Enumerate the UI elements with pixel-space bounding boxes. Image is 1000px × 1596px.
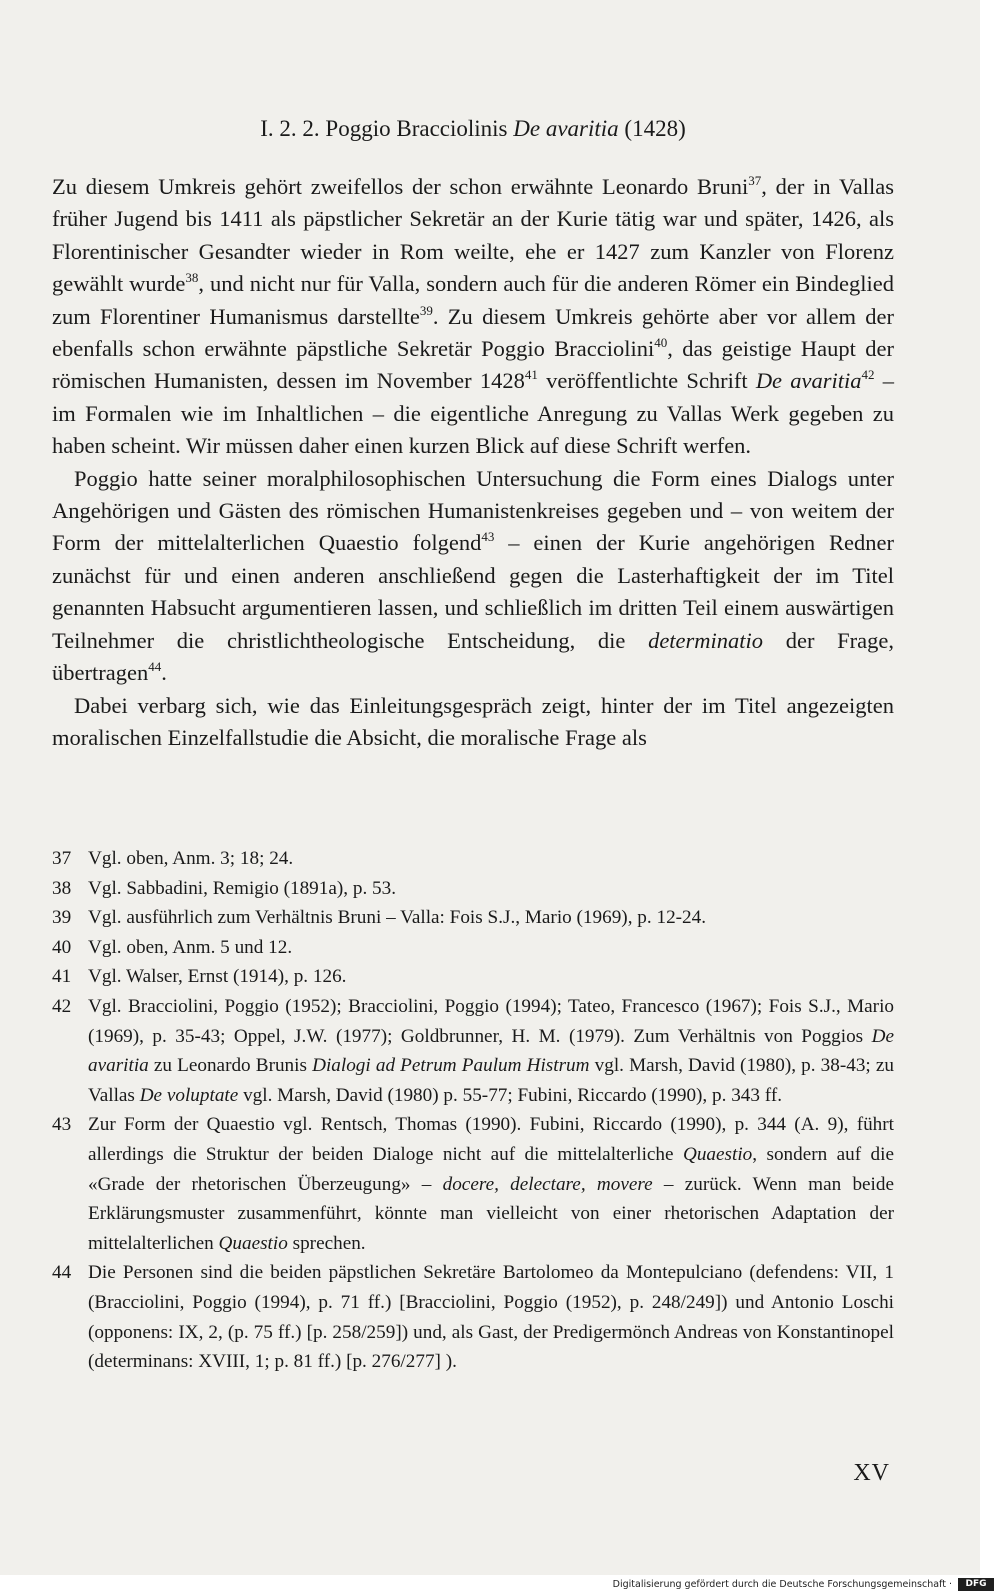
text-run: Poggio hatte seiner moralphilosophischen Untersuchung die Form eines Dialogs unter Angehörigen und Gästen des römischen Humanistenkreises gegeben und – von weitem der Form der mittelalterlichen Quaestio folgend [52,465,894,556]
footnote-ref-41: 41 [524,367,538,383]
footnote-number: 42 [52,995,72,1017]
footnote-text: Vgl. Sabbadini, Remigio (1891a), p. 53. [88,877,397,899]
footnote-text: Vgl. ausführlich zum Verhältnis Bruni – Valla: Fois S.J., Mario (1969), p. 12-24. [88,907,707,929]
footnote-number: 38 [52,877,72,899]
text-run: , der in Vallas früher Jugend bis 1411 als päpstlicher Sekretär an der Kurie tätig war und später, 1426, als Florentinischer Gesandter wieder in Rom weilte, ehe er 1427 zum Kanzler von Florenz gewählt wurde [52,174,895,297]
italic-title: De avaritia [755,368,862,394]
footnote-text: , sondern auf die «Grade der rhetorischen Überzeugung» – [88,1143,894,1195]
heading-prefix: I. 2. 2. Poggio Bracciolinis [260,116,514,141]
footnote-text: Zur Form der Quaestio vgl. Rentsch, Thomas (1990). Fubini, Riccardo (1990), p. 344 (A. 9), führt allerdings die Struktur der beiden Dialoge nicht auf die mittelalterliche [88,1114,894,1165]
footnote-37 [52,844,894,874]
text-run: . Zu diesem Umkreis gehörte aber vor allem der ebenfalls schon erwähnte päpstliche Sekretär Poggio Bracciolini [52,303,894,362]
heading-suffix: (1428) [618,116,686,141]
footnote-39 [52,903,894,933]
page-number: XV [853,1460,890,1486]
footnote-text: Vgl. Bracciolini, Poggio (1952); Bracciolini, Poggio (1994); Tateo, Francesco (1967); Fois S.J., Mario (1969), p. 35-43; Oppel, J.W. (1977); Goldbrunner, H. M. (1979). Zum Verhältnis von Poggios [88,995,894,1047]
italic-title: De avaritia [88,1025,894,1077]
section-heading [52,114,894,144]
text-run: Dabei verbarg sich, wie das Einleitungsgespräch zeigt, hinter der im Titel angezeigten moralischen Einzelfallstudie die Absicht, die moralische Frage als [52,692,894,750]
italic-term: docere, delectare, movere [442,1173,653,1195]
footnote-text: zu Leonardo Brunis [148,1055,313,1077]
footnote-ref-39: 39 [419,302,433,318]
footnote-text: vgl. Marsh, David (1980) p. 55-77; Fubini, Riccardo (1990), p. 343 ff. [238,1084,783,1106]
footnote-text: Vgl. oben, Anm. 3; 18; 24. [88,848,294,869]
footnote-number: 41 [52,966,72,988]
footnote-ref-40: 40 [654,335,668,351]
text-run: , das geistige Haupt der römischen Humanisten, dessen im November 1428 [52,336,894,394]
italic-term: Quaestio [682,1143,753,1165]
text-run: veröffentlichte Schrift [537,368,756,394]
funding-notice: Digitalisierung gefördert durch die Deutsche Forschungsgemeinschaft · [612,1579,952,1590]
footnote-number: 37 [52,848,72,869]
footnote-text: sprechen. [287,1232,366,1254]
footnote-43 [52,1110,894,1258]
text-run: – im Formalen wie im Inhaltlichen – die eigentliche Anregung zu Vallas Werk gegeben zu haben scheint. Wir müssen daher einen kurzen Blick auf diese Schrift werfen. [52,368,894,459]
footnote-ref-37: 37 [748,173,762,188]
footnote-ref-43: 43 [481,529,495,545]
italic-term: determinatio [648,627,764,653]
italic-title: Dialogi ad Petrum Paulum Histrum [312,1055,590,1077]
text-run: der Frage, übertragen [52,627,894,686]
paragraph-3 [52,690,894,755]
footnote-number: 39 [52,907,72,929]
footnote-number: 43 [52,1114,72,1136]
footnotes [52,844,894,1377]
italic-term: Quaestio [218,1232,288,1254]
footnote-44 [52,1258,894,1376]
italic-title: De voluptate [139,1084,239,1106]
footnote-ref-44: 44 [148,659,162,675]
text-run: , und nicht nur für Valla, sondern auch für die anderen Römer ein Bindeglied zum Florentiner Humanismus darstellte [52,271,895,329]
paragraph-2 [52,463,894,690]
footnote-text: Vgl. oben, Anm. 5 und 12. [88,936,293,958]
footnote-40 [52,933,894,963]
footnote-ref-38: 38 [185,270,199,286]
dfg-logo: DFG [958,1578,994,1591]
footnote-number: 44 [52,1262,72,1284]
footnote-38 [52,874,894,904]
paragraph-1 [52,171,894,463]
heading-title-italic: De avaritia [513,116,619,141]
footnote-text: Die Personen sind die beiden päpstlichen Sekretäre Bartolomeo da Montepulciano (defendens: VII, 1 (Bracciolini, Poggio (1994), p. 71 ff.) [Bracciolini, Poggio (1952), p. 248/249]) und Antonio Loschi (opponens: IX, 2, (p. 75 ff.) [p. 258/259]) und, als Gast, der Predigermönch Andreas von Konstantinopel (determinans: XVIII, 1; p. 81 ff.) [p. 276/277] ). [88,1262,894,1373]
text-run: . [161,660,167,686]
footnote-42 [52,992,894,1110]
footnote-text: vgl. Marsh, David (1980), p. 38-43; zu Vallas [88,1055,894,1106]
text-run: Zu diesem Umkreis gehört zweifellos der schon erwähnte Leonardo Bruni [52,174,749,199]
footnote-text: – zurück. Wenn man beide Erklärungsmuster zusammenführt, könnte man vielleicht von einer rhetorischen Adaptation der mittelalterlichen [88,1173,894,1254]
footnote-text: Vgl. Walser, Ernst (1914), p. 126. [88,966,347,988]
footnote-number: 40 [52,936,72,958]
body-text [52,171,894,754]
text-run: – einen der Kurie angehörigen Redner zunächst für und einen anderen anschließend gegen die Lasterhaftigkeit der im Titel genannten Habsucht argumentieren lassen, und schließlich im dritten Teil einem auswärtigen Teilnehmer die christlichtheologische Entscheidung, die [52,530,894,653]
footnote-41 [52,962,894,992]
footnote-ref-42: 42 [861,367,875,383]
digitization-footer [0,1575,1000,1596]
